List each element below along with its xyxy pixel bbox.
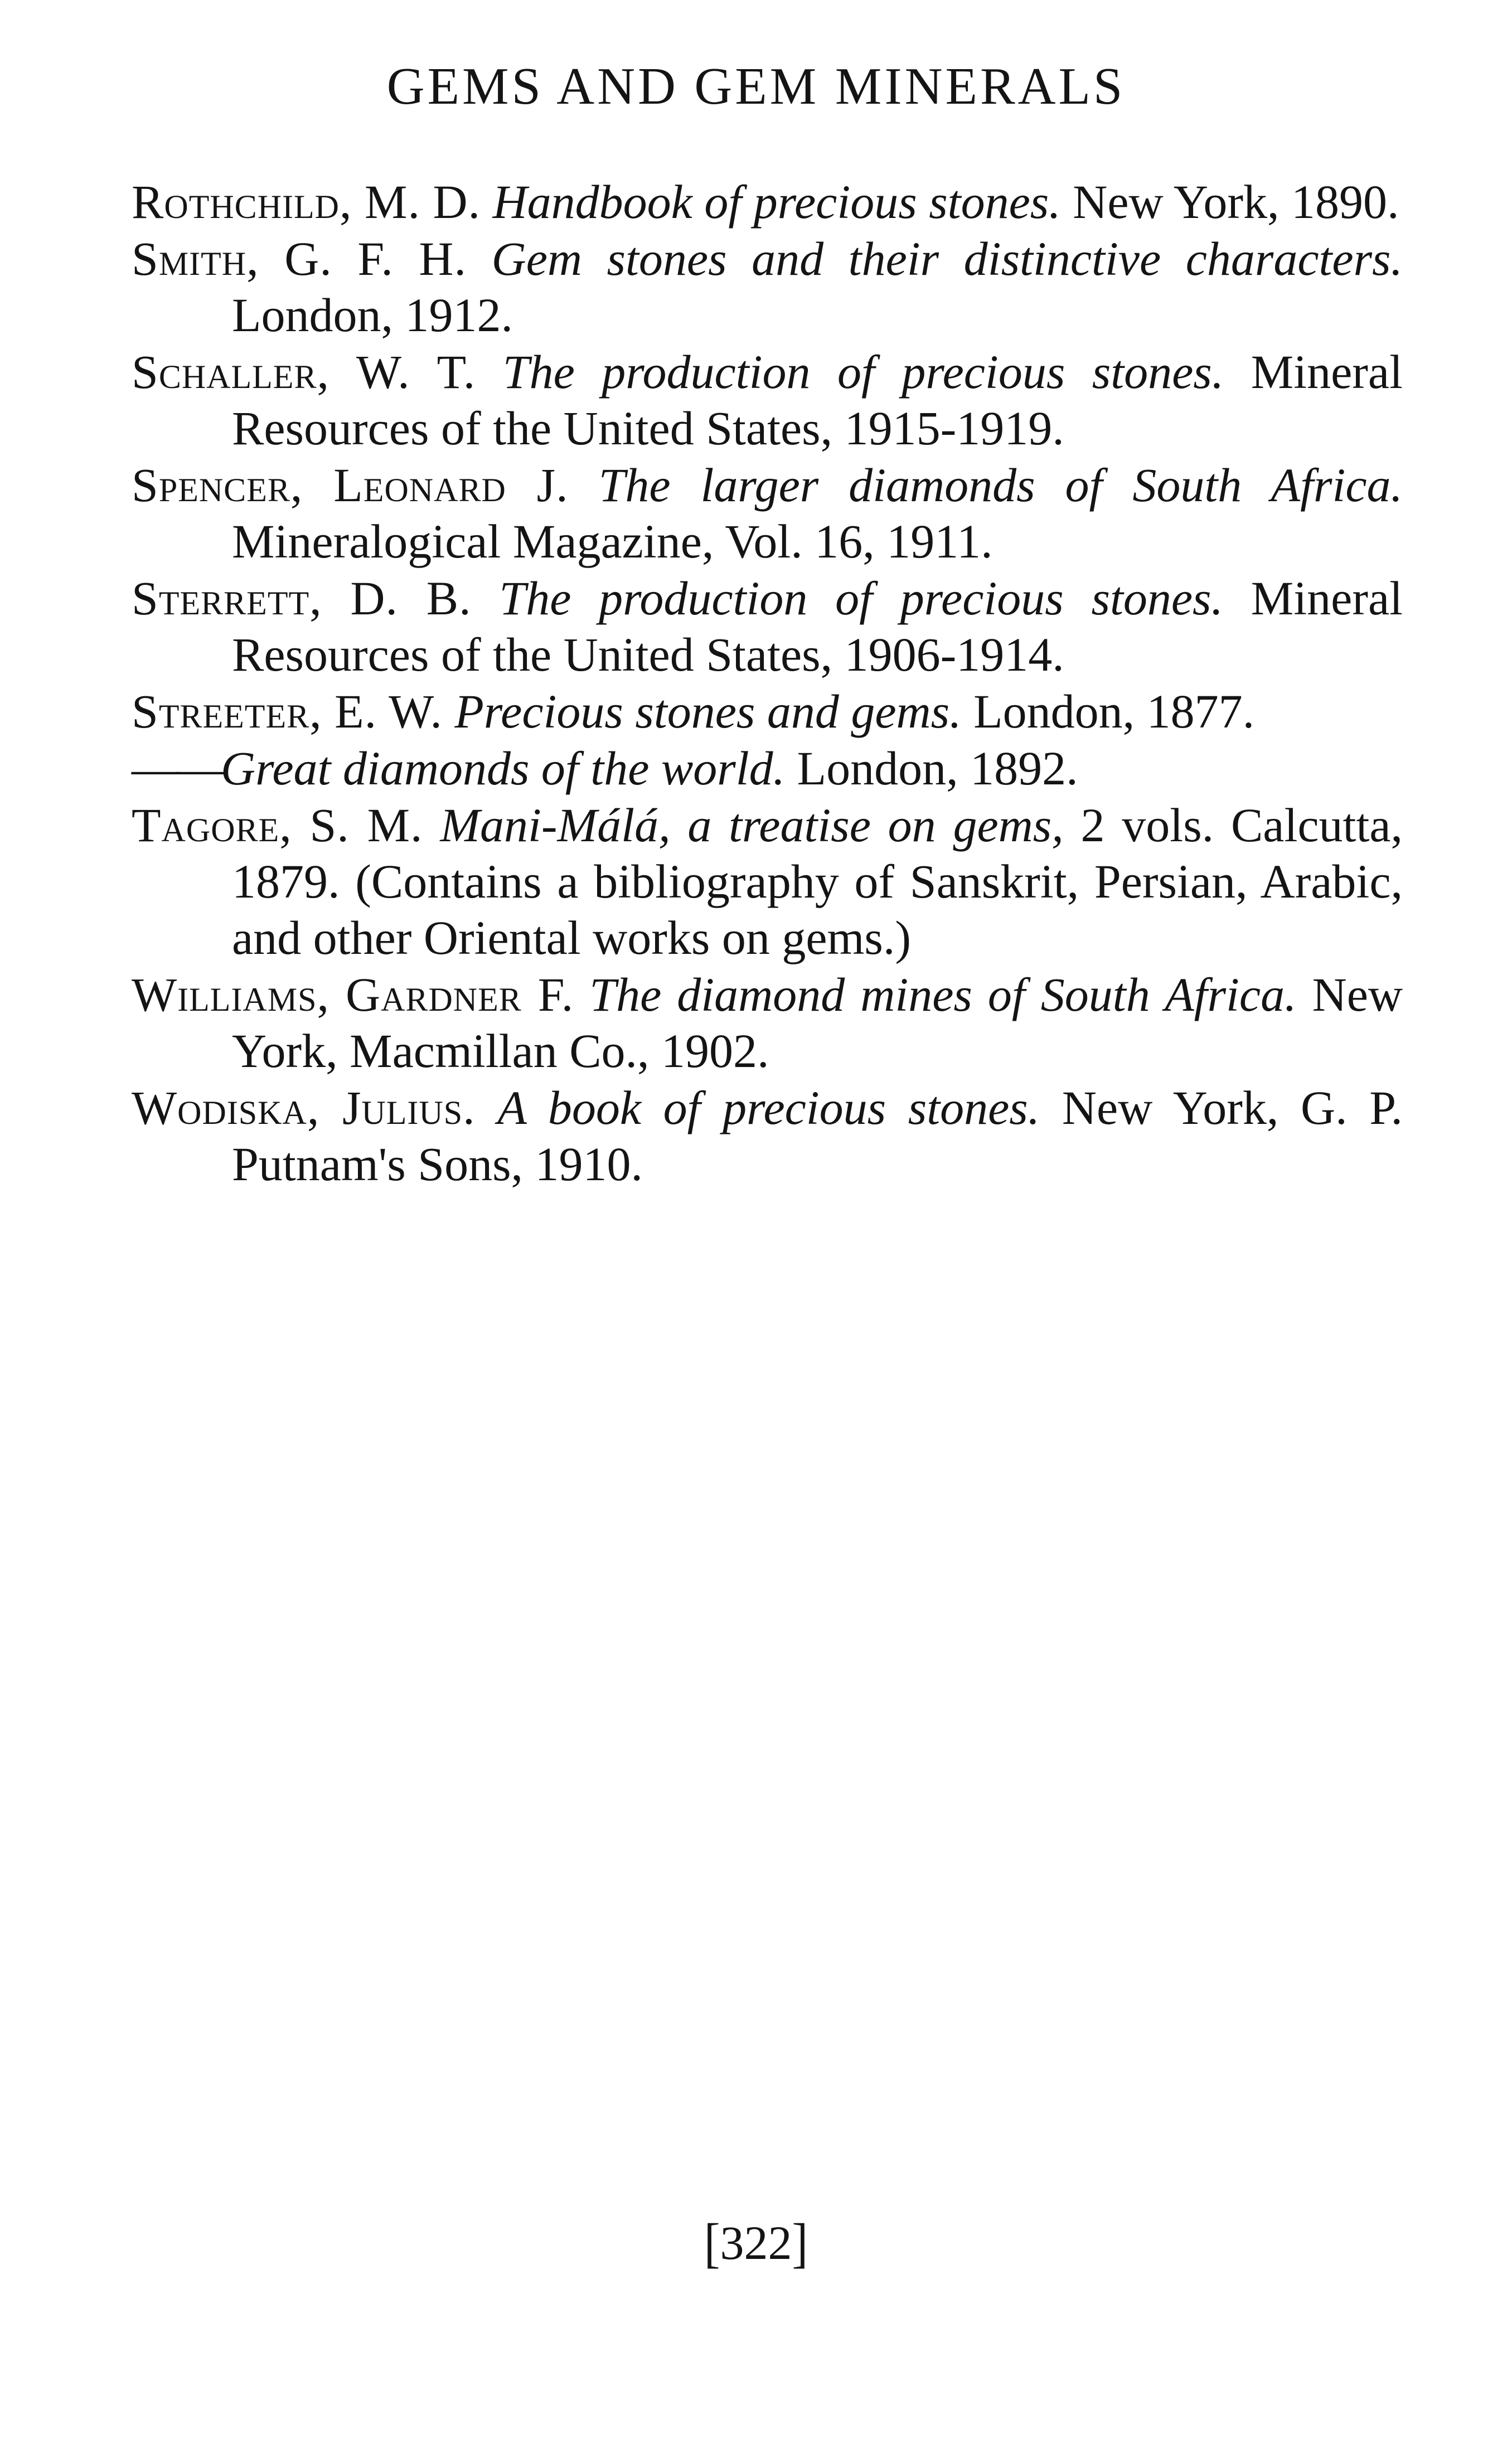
entry-author: Tagore, S. M. [132,798,423,852]
entry-title: The larger diamonds of South Africa. [598,458,1403,512]
entry-title: Precious stones and gems. [454,685,962,738]
entry-author: Wodiska, Julius. [132,1081,476,1134]
entry-details: New York, Macmillan Co., 1902. [232,968,1403,1078]
bibliography-entry [132,570,1403,683]
entry-author: Smith, G. F. H. [132,232,467,285]
page-number-open-bracket: [ [704,2212,720,2274]
bibliography-list [132,174,1403,1192]
entry-author: Streeter, E. W. [132,685,443,738]
bibliography-entry [132,740,1403,797]
bibliography-entry [132,1080,1403,1192]
bibliography-entry [132,967,1403,1079]
entry-details: 2 vols. Calcutta, 1879. (Contains a bibliography of Sanskrit, Persian, Arabic, and other Oriental works on gems.) [232,798,1403,964]
bibliography-entry [132,457,1403,570]
entry-title: The production of precious stones. [502,345,1224,399]
entry-title: A book of precious stones. [497,1081,1040,1134]
bibliography-entry [132,797,1403,966]
entry-author: Rothchild, M. D. [132,175,481,229]
entry-author: Williams, Gardner F. [132,968,574,1021]
bibliography-entry [132,683,1403,740]
entry-details: Mineral Resources of the United States, 1906-1914. [232,571,1403,681]
entry-details: Mineral Resources of the United States, 1915-1919. [232,345,1403,455]
entry-ditto-dash: —— [132,741,221,795]
entry-author: Schaller, W. T. [132,345,476,399]
entry-title: Great diamonds of the world. [221,741,786,795]
bibliography-entry [132,344,1403,457]
entry-details: London, 1912. [232,288,513,342]
page-number-value: 322 [720,2216,792,2270]
entry-author: Sterrett, D. B. [132,571,472,625]
entry-details: New York, 1890. [1073,175,1399,229]
bibliography-entry [132,231,1403,343]
page-number-close-bracket: ] [792,2212,808,2274]
entry-details: London, 1877. [973,685,1255,738]
entry-details: Mineralogical Magazine, Vol. 16, 1911. [232,515,993,568]
entry-title: The production of precious stones. [499,571,1224,625]
entry-title: Gem stones and their distinctive characters. [491,232,1403,285]
page-number [0,2212,1512,2274]
running-header: GEMS AND GEM MINERALS [386,57,1126,115]
entry-title: The diamond mines of South Africa. [589,968,1297,1021]
entry-details: New York, G. P. Putnam's Sons, 1910. [232,1081,1403,1191]
entry-author: Spencer, Leonard J. [132,458,569,512]
entry-title: Mani-Málá, a treatise on gems, [440,798,1064,852]
entry-title: Handbook of precious stones. [492,175,1061,229]
entry-details: London, 1892. [797,741,1078,795]
bibliography-entry [132,174,1403,230]
